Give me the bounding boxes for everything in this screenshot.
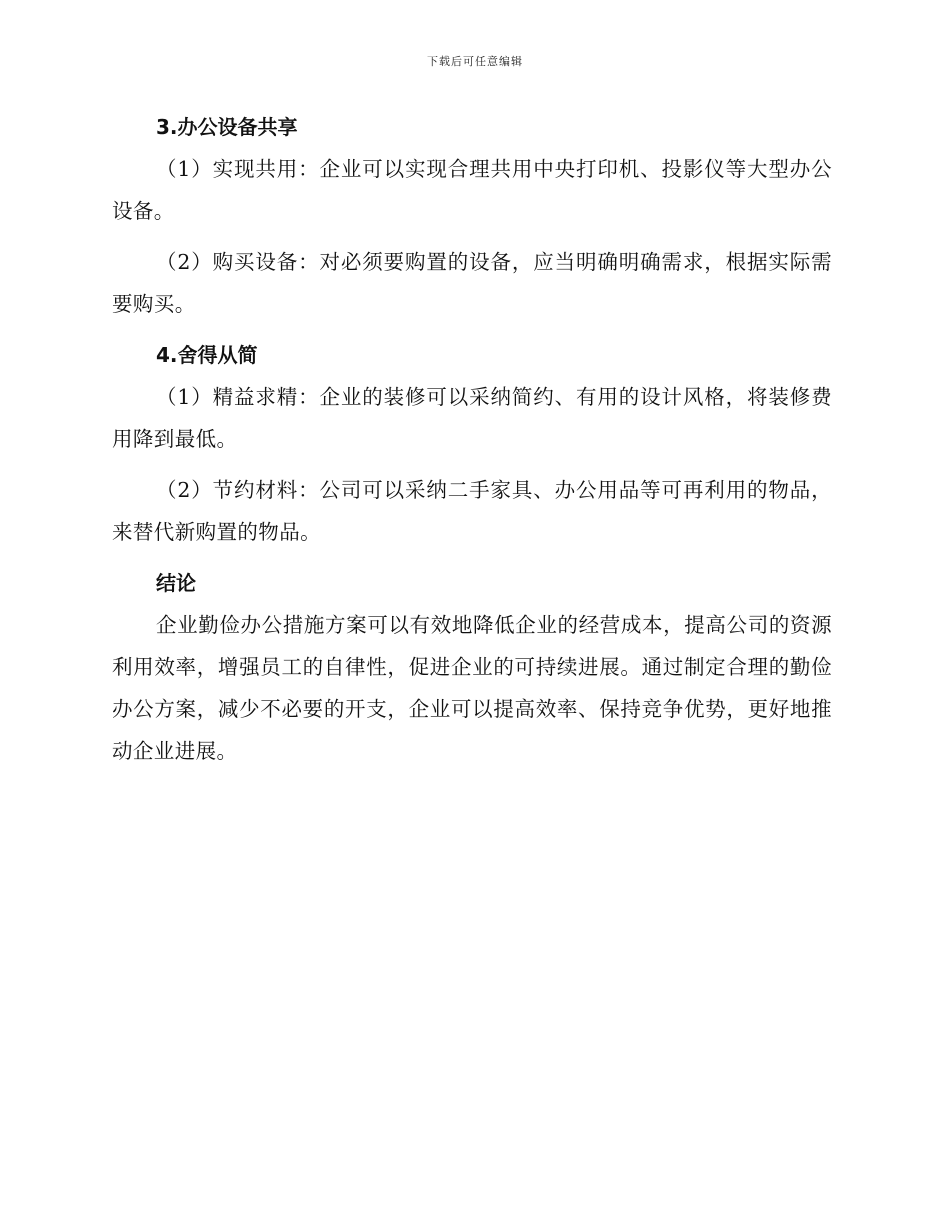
paragraph-shared-use: （1）实现共用：企业可以实现合理共用中央打印机、投影仪等大型办公设备。	[112, 157, 832, 223]
document-body	[112, 106, 832, 781]
paragraph-save-materials: （2）节约材料：公司可以采纳二手家具、办公用品等可再利用的物品，来替代新购置的物品。	[112, 478, 832, 544]
page-header-note: 下载后可任意编辑	[427, 55, 523, 68]
section-heading-conclusion: 结论	[156, 571, 196, 595]
section-heading-simplicity: 4.舍得从简	[156, 343, 258, 367]
paragraph-purchase-equipment: （2）购买设备：对必须要购置的设备，应当明确明确需求，根据实际需要购买。	[112, 250, 832, 316]
section-heading-office-equipment-sharing: 3.办公设备共享	[156, 115, 298, 139]
paragraph-conclusion: 企业勤俭办公措施方案可以有效地降低企业的经营成本，提高公司的资源利用效率，增强员工的自律性，促进企业的可持续进展。通过制定合理的勤俭办公方案，减少不必要的开支，企业可以提高效率、保持竞争优势，更好地推动企业进展。	[112, 613, 832, 763]
paragraph-refinement: （1）精益求精：企业的装修可以采纳简约、有用的设计风格，将装修费用降到最低。	[112, 385, 832, 451]
